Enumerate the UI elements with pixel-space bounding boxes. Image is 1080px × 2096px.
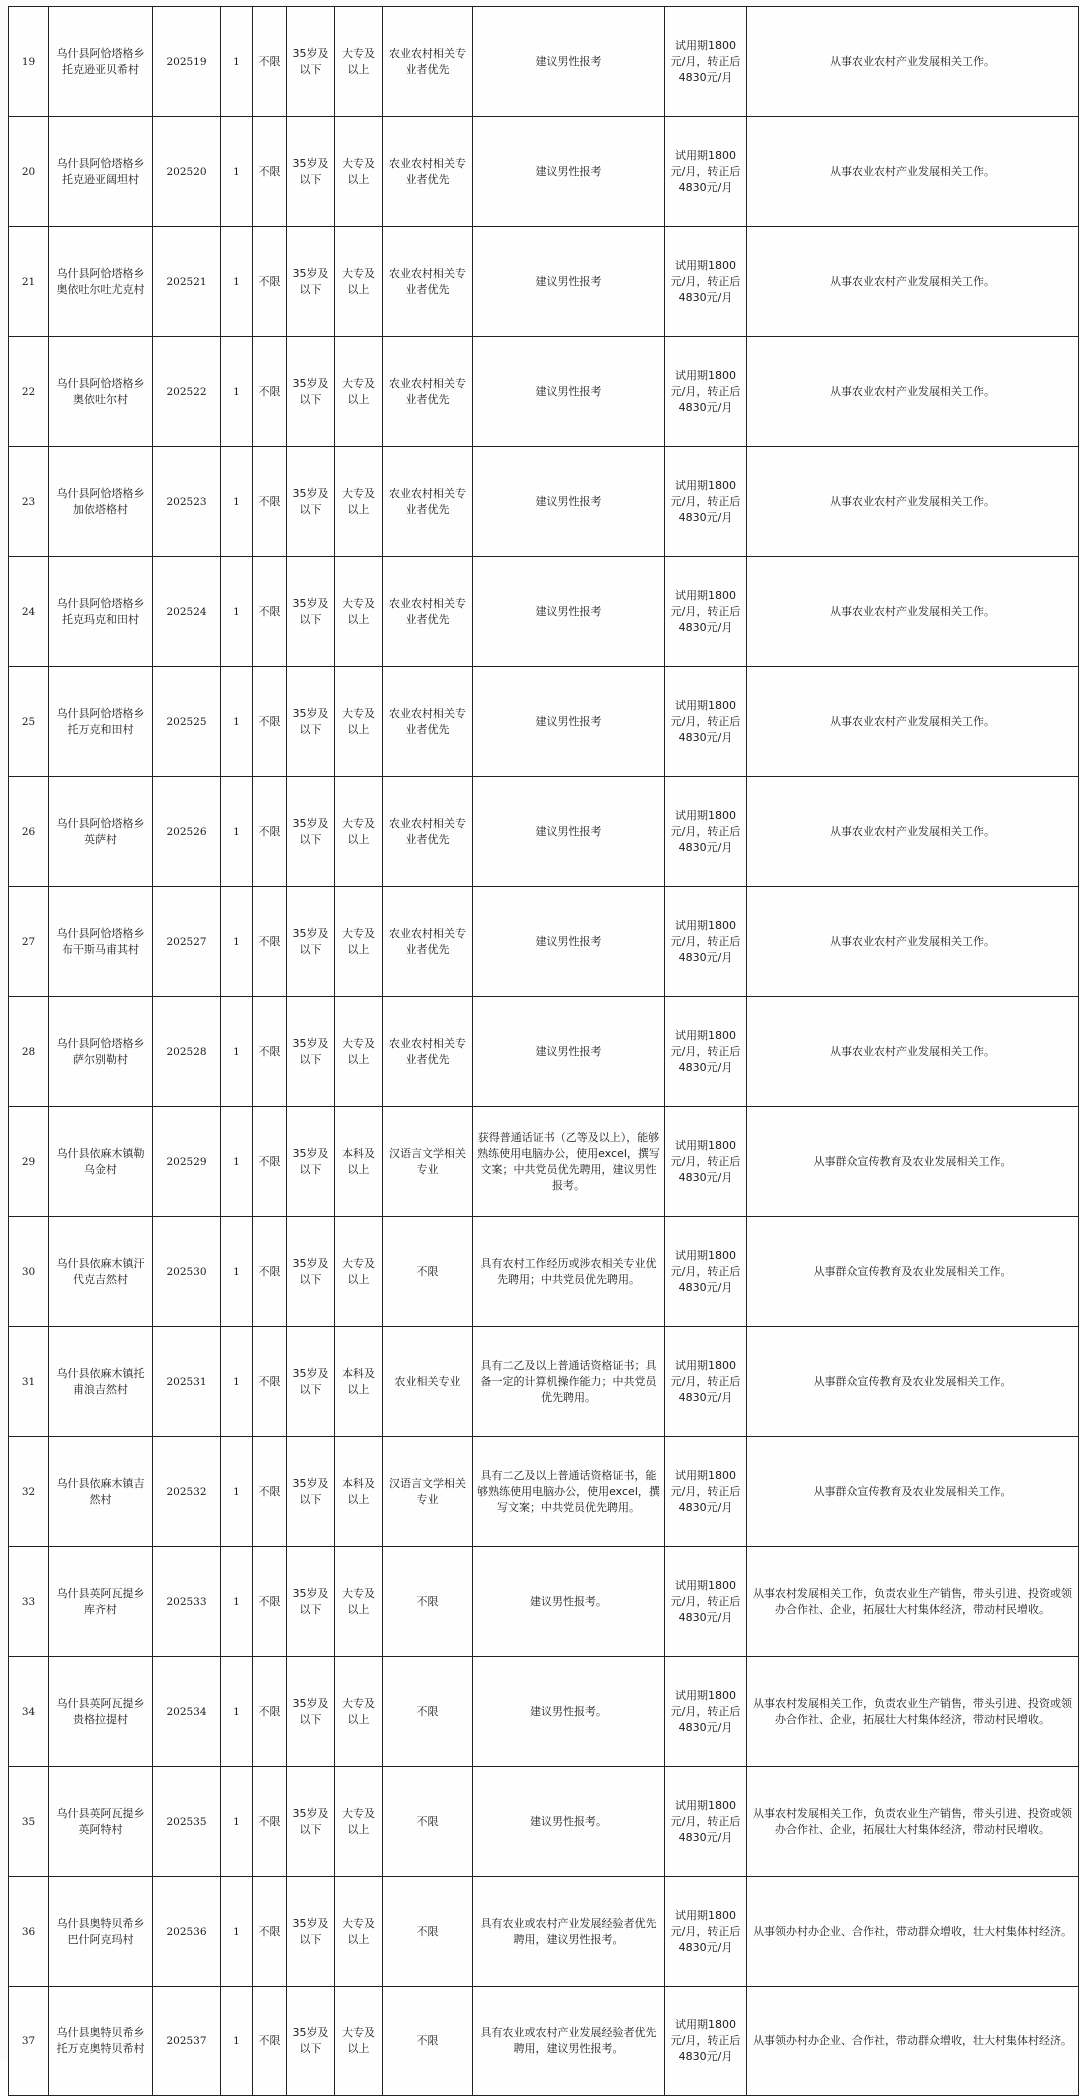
table-row [9, 447, 1079, 557]
row-number-cell: 33 [9, 1547, 49, 1657]
table-row [9, 117, 1079, 227]
major-requirement-cell: 汉语言文学相关专业 [383, 1437, 473, 1547]
table-row [9, 227, 1079, 337]
age-requirement-cell: 35岁及以下 [287, 447, 335, 557]
age-requirement-cell: 35岁及以下 [287, 1107, 335, 1217]
age-requirement-cell: 35岁及以下 [287, 887, 335, 997]
job-duties-cell: 从事农村发展相关工作，负责农业生产销售，带头引进、投资或领办合作社、企业，拓展壮大村集体经济，带动村民增收。 [747, 1547, 1079, 1657]
gender-requirement-cell: 不限 [253, 887, 287, 997]
major-requirement-cell: 农业农村相关专业者优先 [383, 117, 473, 227]
table-row [9, 777, 1079, 887]
table-row [9, 557, 1079, 667]
hiring-unit-cell: 乌什县依麻木镇汗代克吉然村 [49, 1217, 153, 1327]
hiring-unit-cell: 乌什县阿恰塔格乡托克玛克和田村 [49, 557, 153, 667]
recruitment-table [8, 6, 1079, 2096]
position-code-cell: 202522 [153, 337, 221, 447]
major-requirement-cell: 不限 [383, 1657, 473, 1767]
gender-requirement-cell: 不限 [253, 1877, 287, 1987]
major-requirement-cell: 农业农村相关专业者优先 [383, 887, 473, 997]
salary-cell: 试用期1800元/月，转正后4830元/月 [665, 557, 747, 667]
row-number-cell: 25 [9, 667, 49, 777]
row-number-cell: 24 [9, 557, 49, 667]
hiring-unit-cell: 乌什县阿恰塔格乡托万克和田村 [49, 667, 153, 777]
position-code-cell: 202537 [153, 1987, 221, 2096]
other-requirements-cell: 建议男性报考 [473, 557, 665, 667]
other-requirements-cell: 具有农村工作经历或涉农相关专业优先聘用；中共党员优先聘用。 [473, 1217, 665, 1327]
row-number-cell: 36 [9, 1877, 49, 1987]
education-requirement-cell: 大专及以上 [335, 1767, 383, 1877]
gender-requirement-cell: 不限 [253, 447, 287, 557]
education-requirement-cell: 本科及以上 [335, 1327, 383, 1437]
age-requirement-cell: 35岁及以下 [287, 1877, 335, 1987]
salary-cell: 试用期1800元/月，转正后4830元/月 [665, 997, 747, 1107]
major-requirement-cell: 农业农村相关专业者优先 [383, 7, 473, 117]
major-requirement-cell: 农业农村相关专业者优先 [383, 447, 473, 557]
other-requirements-cell: 建议男性报考 [473, 667, 665, 777]
other-requirements-cell: 具有二乙及以上普通话资格证书；具备一定的计算机操作能力；中共党员优先聘用。 [473, 1327, 665, 1437]
hire-count-cell: 1 [221, 117, 253, 227]
row-number-cell: 22 [9, 337, 49, 447]
row-number-cell: 29 [9, 1107, 49, 1217]
hiring-unit-cell: 乌什县奥特贝希乡托万克奥特贝希村 [49, 1987, 153, 2096]
education-requirement-cell: 大专及以上 [335, 447, 383, 557]
position-code-cell: 202529 [153, 1107, 221, 1217]
table-row [9, 1107, 1079, 1217]
age-requirement-cell: 35岁及以下 [287, 1547, 335, 1657]
row-number-cell: 28 [9, 997, 49, 1107]
gender-requirement-cell: 不限 [253, 1547, 287, 1657]
hire-count-cell: 1 [221, 997, 253, 1107]
salary-cell: 试用期1800元/月，转正后4830元/月 [665, 667, 747, 777]
position-code-cell: 202519 [153, 7, 221, 117]
hiring-unit-cell: 乌什县依麻木镇吉然村 [49, 1437, 153, 1547]
age-requirement-cell: 35岁及以下 [287, 667, 335, 777]
job-duties-cell: 从事群众宣传教育及农业发展相关工作。 [747, 1107, 1079, 1217]
other-requirements-cell: 具有农业或农村产业发展经验者优先聘用，建议男性报考。 [473, 1987, 665, 2096]
job-duties-cell: 从事农业农村产业发展相关工作。 [747, 7, 1079, 117]
salary-cell: 试用期1800元/月，转正后4830元/月 [665, 337, 747, 447]
age-requirement-cell: 35岁及以下 [287, 227, 335, 337]
hiring-unit-cell: 乌什县奥特贝希乡巴什阿克玛村 [49, 1877, 153, 1987]
row-number-cell: 30 [9, 1217, 49, 1327]
table-row [9, 1547, 1079, 1657]
hiring-unit-cell: 乌什县阿恰塔格乡奥依吐尔吐尤克村 [49, 227, 153, 337]
table-row [9, 1767, 1079, 1877]
gender-requirement-cell: 不限 [253, 227, 287, 337]
other-requirements-cell: 建议男性报考。 [473, 1547, 665, 1657]
major-requirement-cell: 不限 [383, 1987, 473, 2096]
education-requirement-cell: 大专及以上 [335, 1657, 383, 1767]
hiring-unit-cell: 乌什县英阿瓦提乡英阿特村 [49, 1767, 153, 1877]
hire-count-cell: 1 [221, 777, 253, 887]
age-requirement-cell: 35岁及以下 [287, 1217, 335, 1327]
job-duties-cell: 从事农业农村产业发展相关工作。 [747, 227, 1079, 337]
education-requirement-cell: 本科及以上 [335, 1107, 383, 1217]
table-row [9, 887, 1079, 997]
row-number-cell: 20 [9, 117, 49, 227]
education-requirement-cell: 大专及以上 [335, 1877, 383, 1987]
hire-count-cell: 1 [221, 1437, 253, 1547]
salary-cell: 试用期1800元/月，转正后4830元/月 [665, 1987, 747, 2096]
hiring-unit-cell: 乌什县依麻木镇勒乌金村 [49, 1107, 153, 1217]
major-requirement-cell: 农业农村相关专业者优先 [383, 667, 473, 777]
table-row [9, 337, 1079, 447]
education-requirement-cell: 大专及以上 [335, 557, 383, 667]
major-requirement-cell: 农业农村相关专业者优先 [383, 777, 473, 887]
salary-cell: 试用期1800元/月，转正后4830元/月 [665, 447, 747, 557]
education-requirement-cell: 大专及以上 [335, 117, 383, 227]
gender-requirement-cell: 不限 [253, 117, 287, 227]
education-requirement-cell: 大专及以上 [335, 7, 383, 117]
job-duties-cell: 从事农村发展相关工作，负责农业生产销售，带头引进、投资或领办合作社、企业，拓展壮大村集体经济，带动村民增收。 [747, 1657, 1079, 1767]
education-requirement-cell: 大专及以上 [335, 227, 383, 337]
table-row [9, 667, 1079, 777]
other-requirements-cell: 建议男性报考 [473, 447, 665, 557]
row-number-cell: 21 [9, 227, 49, 337]
other-requirements-cell: 获得普通话证书（乙等及以上），能够熟练使用电脑办公，使用excel，撰写文案；中共党员优先聘用，建议男性报考。 [473, 1107, 665, 1217]
hire-count-cell: 1 [221, 1987, 253, 2096]
table-row [9, 7, 1079, 117]
major-requirement-cell: 不限 [383, 1877, 473, 1987]
gender-requirement-cell: 不限 [253, 1437, 287, 1547]
age-requirement-cell: 35岁及以下 [287, 1437, 335, 1547]
hire-count-cell: 1 [221, 1327, 253, 1437]
hire-count-cell: 1 [221, 447, 253, 557]
job-duties-cell: 从事农业农村产业发展相关工作。 [747, 997, 1079, 1107]
education-requirement-cell: 大专及以上 [335, 1547, 383, 1657]
hiring-unit-cell: 乌什县阿恰塔格乡托克逊亚阔坦村 [49, 117, 153, 227]
age-requirement-cell: 35岁及以下 [287, 1987, 335, 2096]
major-requirement-cell: 不限 [383, 1547, 473, 1657]
salary-cell: 试用期1800元/月，转正后4830元/月 [665, 1767, 747, 1877]
job-duties-cell: 从事农业农村产业发展相关工作。 [747, 777, 1079, 887]
position-code-cell: 202520 [153, 117, 221, 227]
gender-requirement-cell: 不限 [253, 1657, 287, 1767]
salary-cell: 试用期1800元/月，转正后4830元/月 [665, 887, 747, 997]
education-requirement-cell: 大专及以上 [335, 887, 383, 997]
other-requirements-cell: 建议男性报考 [473, 997, 665, 1107]
major-requirement-cell: 不限 [383, 1217, 473, 1327]
position-code-cell: 202523 [153, 447, 221, 557]
hire-count-cell: 1 [221, 1547, 253, 1657]
row-number-cell: 27 [9, 887, 49, 997]
position-code-cell: 202530 [153, 1217, 221, 1327]
age-requirement-cell: 35岁及以下 [287, 777, 335, 887]
hire-count-cell: 1 [221, 1767, 253, 1877]
age-requirement-cell: 35岁及以下 [287, 337, 335, 447]
gender-requirement-cell: 不限 [253, 997, 287, 1107]
gender-requirement-cell: 不限 [253, 557, 287, 667]
gender-requirement-cell: 不限 [253, 7, 287, 117]
education-requirement-cell: 大专及以上 [335, 1217, 383, 1327]
hiring-unit-cell: 乌什县阿恰塔格乡加依塔格村 [49, 447, 153, 557]
other-requirements-cell: 建议男性报考 [473, 887, 665, 997]
salary-cell: 试用期1800元/月，转正后4830元/月 [665, 1657, 747, 1767]
salary-cell: 试用期1800元/月，转正后4830元/月 [665, 117, 747, 227]
position-code-cell: 202526 [153, 777, 221, 887]
age-requirement-cell: 35岁及以下 [287, 117, 335, 227]
hiring-unit-cell: 乌什县阿恰塔格乡英萨村 [49, 777, 153, 887]
job-duties-cell: 从事农业农村产业发展相关工作。 [747, 337, 1079, 447]
age-requirement-cell: 35岁及以下 [287, 557, 335, 667]
gender-requirement-cell: 不限 [253, 1327, 287, 1437]
job-duties-cell: 从事农业农村产业发展相关工作。 [747, 447, 1079, 557]
salary-cell: 试用期1800元/月，转正后4830元/月 [665, 227, 747, 337]
job-duties-cell: 从事领办村办企业、合作社，带动群众增收，壮大村集体村经济。 [747, 1987, 1079, 2096]
gender-requirement-cell: 不限 [253, 1217, 287, 1327]
hiring-unit-cell: 乌什县阿恰塔格乡托克逊亚贝希村 [49, 7, 153, 117]
job-duties-cell: 从事农业农村产业发展相关工作。 [747, 117, 1079, 227]
major-requirement-cell: 农业农村相关专业者优先 [383, 227, 473, 337]
other-requirements-cell: 建议男性报考 [473, 7, 665, 117]
position-code-cell: 202536 [153, 1877, 221, 1987]
gender-requirement-cell: 不限 [253, 1767, 287, 1877]
hiring-unit-cell: 乌什县阿恰塔格乡萨尔别勒村 [49, 997, 153, 1107]
salary-cell: 试用期1800元/月，转正后4830元/月 [665, 1877, 747, 1987]
education-requirement-cell: 大专及以上 [335, 997, 383, 1107]
other-requirements-cell: 建议男性报考 [473, 777, 665, 887]
row-number-cell: 35 [9, 1767, 49, 1877]
row-number-cell: 32 [9, 1437, 49, 1547]
position-code-cell: 202532 [153, 1437, 221, 1547]
major-requirement-cell: 农业农村相关专业者优先 [383, 557, 473, 667]
age-requirement-cell: 35岁及以下 [287, 997, 335, 1107]
position-code-cell: 202524 [153, 557, 221, 667]
table-row [9, 1327, 1079, 1437]
row-number-cell: 26 [9, 777, 49, 887]
table-row [9, 1437, 1079, 1547]
hire-count-cell: 1 [221, 667, 253, 777]
position-code-cell: 202534 [153, 1657, 221, 1767]
other-requirements-cell: 建议男性报考 [473, 117, 665, 227]
row-number-cell: 31 [9, 1327, 49, 1437]
salary-cell: 试用期1800元/月，转正后4830元/月 [665, 1217, 747, 1327]
position-code-cell: 202525 [153, 667, 221, 777]
table-row [9, 1987, 1079, 2096]
row-number-cell: 19 [9, 7, 49, 117]
position-code-cell: 202533 [153, 1547, 221, 1657]
salary-cell: 试用期1800元/月，转正后4830元/月 [665, 1327, 747, 1437]
other-requirements-cell: 建议男性报考 [473, 337, 665, 447]
gender-requirement-cell: 不限 [253, 1107, 287, 1217]
position-code-cell: 202521 [153, 227, 221, 337]
hire-count-cell: 1 [221, 227, 253, 337]
major-requirement-cell: 汉语言文学相关专业 [383, 1107, 473, 1217]
major-requirement-cell: 农业农村相关专业者优先 [383, 997, 473, 1107]
row-number-cell: 23 [9, 447, 49, 557]
gender-requirement-cell: 不限 [253, 777, 287, 887]
age-requirement-cell: 35岁及以下 [287, 1767, 335, 1877]
position-code-cell: 202527 [153, 887, 221, 997]
education-requirement-cell: 本科及以上 [335, 1437, 383, 1547]
education-requirement-cell: 大专及以上 [335, 1987, 383, 2096]
age-requirement-cell: 35岁及以下 [287, 7, 335, 117]
gender-requirement-cell: 不限 [253, 337, 287, 447]
education-requirement-cell: 大专及以上 [335, 777, 383, 887]
hire-count-cell: 1 [221, 337, 253, 447]
salary-cell: 试用期1800元/月，转正后4830元/月 [665, 7, 747, 117]
salary-cell: 试用期1800元/月，转正后4830元/月 [665, 1437, 747, 1547]
job-duties-cell: 从事群众宣传教育及农业发展相关工作。 [747, 1437, 1079, 1547]
hire-count-cell: 1 [221, 1877, 253, 1987]
hiring-unit-cell: 乌什县阿恰塔格乡布干斯马甫其村 [49, 887, 153, 997]
age-requirement-cell: 35岁及以下 [287, 1327, 335, 1437]
other-requirements-cell: 建议男性报考。 [473, 1657, 665, 1767]
hire-count-cell: 1 [221, 557, 253, 667]
major-requirement-cell: 农业农村相关专业者优先 [383, 337, 473, 447]
position-code-cell: 202535 [153, 1767, 221, 1877]
hiring-unit-cell: 乌什县依麻木镇托甫浪吉然村 [49, 1327, 153, 1437]
job-duties-cell: 从事群众宣传教育及农业发展相关工作。 [747, 1217, 1079, 1327]
hiring-unit-cell: 乌什县阿恰塔格乡奥依吐尔村 [49, 337, 153, 447]
job-duties-cell: 从事领办村办企业、合作社，带动群众增收，壮大村集体村经济。 [747, 1877, 1079, 1987]
gender-requirement-cell: 不限 [253, 667, 287, 777]
job-duties-cell: 从事农业农村产业发展相关工作。 [747, 667, 1079, 777]
hiring-unit-cell: 乌什县英阿瓦提乡贵格拉提村 [49, 1657, 153, 1767]
job-duties-cell: 从事群众宣传教育及农业发展相关工作。 [747, 1327, 1079, 1437]
age-requirement-cell: 35岁及以下 [287, 1657, 335, 1767]
job-duties-cell: 从事农业农村产业发展相关工作。 [747, 887, 1079, 997]
row-number-cell: 37 [9, 1987, 49, 2096]
hire-count-cell: 1 [221, 1107, 253, 1217]
salary-cell: 试用期1800元/月，转正后4830元/月 [665, 1107, 747, 1217]
other-requirements-cell: 建议男性报考 [473, 227, 665, 337]
hire-count-cell: 1 [221, 1657, 253, 1767]
salary-cell: 试用期1800元/月，转正后4830元/月 [665, 1547, 747, 1657]
salary-cell: 试用期1800元/月，转正后4830元/月 [665, 777, 747, 887]
table-row [9, 1657, 1079, 1767]
table-row [9, 997, 1079, 1107]
table-row [9, 1877, 1079, 1987]
gender-requirement-cell: 不限 [253, 1987, 287, 2096]
job-duties-cell: 从事农业农村产业发展相关工作。 [747, 557, 1079, 667]
other-requirements-cell: 具有农业或农村产业发展经验者优先聘用，建议男性报考。 [473, 1877, 665, 1987]
other-requirements-cell: 具有二乙及以上普通话资格证书，能够熟练使用电脑办公，使用excel，撰写文案；中共党员优先聘用。 [473, 1437, 665, 1547]
education-requirement-cell: 大专及以上 [335, 337, 383, 447]
hire-count-cell: 1 [221, 887, 253, 997]
other-requirements-cell: 建议男性报考。 [473, 1767, 665, 1877]
hire-count-cell: 1 [221, 1217, 253, 1327]
hiring-unit-cell: 乌什县英阿瓦提乡库齐村 [49, 1547, 153, 1657]
table-body [9, 7, 1079, 2096]
position-code-cell: 202528 [153, 997, 221, 1107]
major-requirement-cell: 农业相关专业 [383, 1327, 473, 1437]
row-number-cell: 34 [9, 1657, 49, 1767]
hire-count-cell: 1 [221, 7, 253, 117]
table-row [9, 1217, 1079, 1327]
job-duties-cell: 从事农村发展相关工作，负责农业生产销售，带头引进、投资或领办合作社、企业，拓展壮大村集体经济，带动村民增收。 [747, 1767, 1079, 1877]
major-requirement-cell: 不限 [383, 1767, 473, 1877]
position-code-cell: 202531 [153, 1327, 221, 1437]
education-requirement-cell: 大专及以上 [335, 667, 383, 777]
